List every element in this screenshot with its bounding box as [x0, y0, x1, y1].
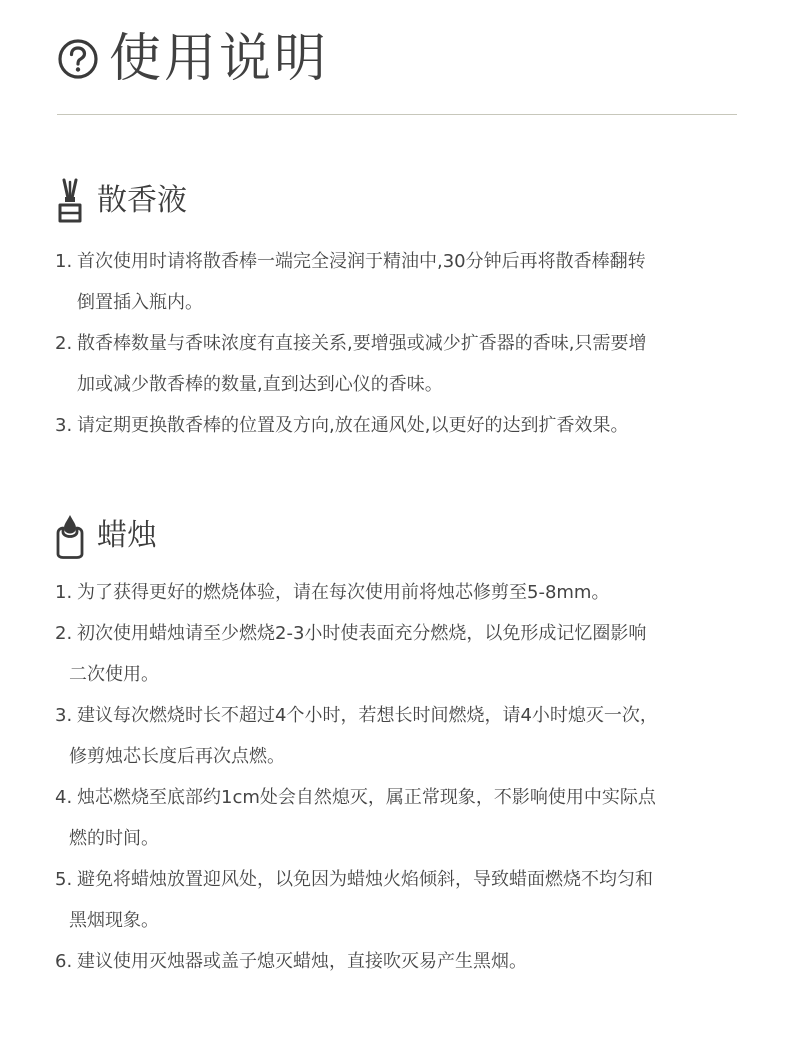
- page-title: 使用说明: [109, 29, 330, 89]
- item-number: 3.: [55, 705, 73, 726]
- item-number: 2.: [55, 333, 73, 354]
- item-text-continued: 修剪烛芯长度后再次点燃。: [69, 746, 285, 767]
- list-item: [55, 613, 745, 695]
- candle-icon: [55, 513, 85, 559]
- item-number: 5.: [55, 869, 73, 890]
- item-number: 6.: [55, 951, 73, 972]
- list-item: [55, 405, 745, 446]
- page-header: [57, 24, 329, 94]
- reed-diffuser-section: [55, 173, 745, 446]
- list-item: [55, 572, 745, 613]
- item-number: 3.: [55, 415, 73, 436]
- section-header: [55, 508, 745, 564]
- item-text: 初次使用蜡烛请至少燃烧2-3小时使表面充分燃烧，以免形成记忆圈影响: [77, 623, 647, 644]
- item-text: 请定期更换散香棒的位置及方向,放在通风处,以更好的达到扩香效果。: [77, 415, 629, 436]
- section-header: [55, 173, 745, 229]
- item-text: 散香棒数量与香味浓度有直接关系,要增强或减少扩香器的香味,只需要增: [77, 333, 647, 354]
- item-text-continued: 加或减少散香棒的数量,直到达到心仪的香味。: [77, 374, 443, 395]
- item-text-continued: 二次使用。: [69, 664, 159, 685]
- section-title: 散香液: [97, 183, 187, 218]
- list-item: [55, 777, 745, 859]
- item-text: 为了获得更好的燃烧体验，请在每次使用前将烛芯修剪至5-8mm。: [77, 582, 610, 603]
- item-number: 4.: [55, 787, 73, 808]
- item-number: 1.: [55, 582, 73, 603]
- item-text: 建议每次燃烧时长不超过4个小时，若想长时间燃烧，请4小时熄灭一次，: [77, 705, 658, 726]
- question-circle-icon: [57, 38, 99, 80]
- reed-diffuser-icon: [55, 178, 85, 224]
- list-item: [55, 941, 745, 982]
- item-text-continued: 倒置插入瓶内。: [77, 292, 203, 313]
- candle-section: [55, 508, 745, 982]
- section-title: 蜡烛: [97, 518, 157, 553]
- item-text: 建议使用灭烛器或盖子熄灭蜡烛，直接吹灭易产生黑烟。: [77, 951, 527, 972]
- list-item: [55, 323, 745, 405]
- item-text: 烛芯燃烧至底部约1cm处会自然熄灭，属正常现象，不影响使用中实际点: [77, 787, 656, 808]
- list-item: [55, 695, 745, 777]
- candle-steps-list: [55, 572, 745, 982]
- item-text: 避免将蜡烛放置迎风处，以免因为蜡烛火焰倾斜，导致蜡面燃烧不均匀和: [77, 869, 653, 890]
- item-number: 2.: [55, 623, 73, 644]
- list-item: [55, 859, 745, 941]
- list-item: [55, 241, 745, 323]
- item-text-continued: 黑烟现象。: [69, 910, 159, 931]
- reed-steps-list: [55, 241, 745, 446]
- item-text-continued: 燃的时间。: [69, 828, 159, 849]
- item-number: 1.: [55, 251, 73, 272]
- header-divider: [57, 114, 737, 115]
- item-text: 首次使用时请将散香棒一端完全浸润于精油中,30分钟后再将散香棒翻转: [77, 251, 646, 272]
